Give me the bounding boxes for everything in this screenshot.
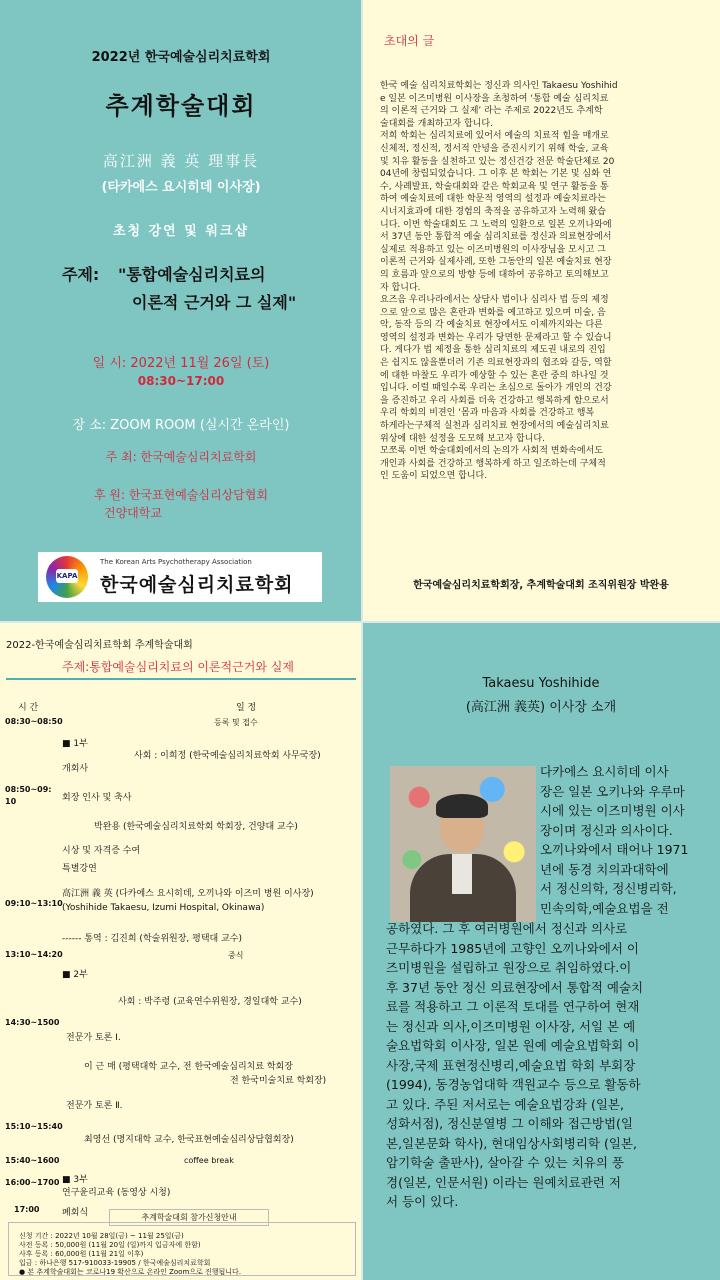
invitation-line: 은 쉽지도 않을뿐더러 기존 의료현장과의 협조와 갈등, 역할 xyxy=(380,358,612,369)
bio-line: 장이며 정신과 의사이다. xyxy=(540,822,673,838)
invitation-line: 모쪼록 이번 학술대회에서의 논의가 사회적 변화속에서도 xyxy=(380,446,603,457)
invitation-line: 하게라는구체적 실천과 심리치료 현장에서의 예술심리치료 xyxy=(380,421,609,432)
poster-title: 추계학술대회 xyxy=(105,92,257,120)
bio-line: 오끼나와에서 태어나 1971 xyxy=(540,842,689,857)
schedule-row: 전문가 토론 Ⅱ. xyxy=(66,1101,123,1111)
bio-line: 성화서점), 정신분열병 그 이해와 접근방법(일 xyxy=(386,1116,633,1131)
kapa-logo xyxy=(38,552,322,602)
invitation-heading: 초대의 글 xyxy=(384,34,435,48)
logo-english: The Korean Arts Psychotherapy Association xyxy=(100,558,252,566)
invitation-line: 실제로 적용하고 있는 이즈미병원의 이사장님을 모시고 그 xyxy=(380,244,606,255)
invitation-line: 의 이론적 근거와 그 실제’ 라는 주제로 2022년도 추계학 xyxy=(380,106,603,117)
speaker-hanja: 高江洲 義 英 理事長 xyxy=(102,152,260,170)
bio-line: 공하였다. 그 후 여러병원에서 정신과 의사로 xyxy=(386,921,628,936)
schedule-row: 연구윤리교육 (동영상 시청) xyxy=(62,1188,171,1198)
info-line: 사전 등록 : 50,000원 (11월 20일 (일)까지 입금자에 한함) xyxy=(19,1241,201,1249)
part-2-label: ■ 2부 xyxy=(62,970,88,980)
time-cell: 14:30~1500 xyxy=(5,1018,60,1027)
schedule-row: coffee break xyxy=(184,1156,234,1165)
event-date: 일 시: 2022년 11월 26일 (토) xyxy=(92,356,270,371)
bio-line: 다카에스 요시히데 이사 xyxy=(540,764,669,779)
invitation-signature: 한국예술심리치료학회장, 추계학술대회 조직위원장 박완용 xyxy=(413,580,669,591)
info-line: 사후 등록 : 60,000원 (11월 21일 이후) xyxy=(19,1250,144,1258)
schedule-row: 사회 : 박주령 (교육연수위원장, 경일대학 교수) xyxy=(118,997,302,1007)
invitation-line: 의 흐름과 앞으로의 방향 등에 대하여 공유하고 토의해보고 xyxy=(380,269,609,280)
col-plan-header: 일 정 xyxy=(236,703,257,713)
invitation-line: 저희 학회는 심리치료에 있어서 예술의 치료적 힘을 매개로 xyxy=(380,131,609,142)
invitation-line: 니다. 이번 학술대회도 그 노력의 일환으로 일본 오끼나와에 xyxy=(380,219,612,230)
part-3-label: ■ 3부 xyxy=(62,1175,88,1185)
bio-line: 시에 있는 이즈미병원 이사 xyxy=(540,803,685,818)
info-line: ● 본 추계학술대회는 코로나19 확산으로 온라인 Zoom으로 진행됩니다. xyxy=(19,1268,242,1276)
topic-line-2: 이론적 근거와 그 실제" xyxy=(132,293,297,312)
event-host: 주 최: 한국예술심리치료학회 xyxy=(105,450,257,464)
bio-line: 경(일본, 인문서원) 이라는 원예치료관련 저 xyxy=(386,1174,621,1190)
bio-line: 는 정신과 의사,이즈미병원 이사장, 서일 본 예 xyxy=(386,1018,636,1034)
schedule-row: 전 한국미술치료 학회장) xyxy=(230,1076,327,1086)
bio-line: 본,일본문화 학사), 현대임상사회병리학 (일본, xyxy=(386,1135,637,1151)
schedule-row: 사회 : 이희정 (한국예술심리치료학회 사무국장) xyxy=(134,751,321,761)
invitation-line: 우리 학회의 비젼인 ‘몸과 마음과 사회를 건강하고 행복 xyxy=(380,408,595,419)
schedule-panel xyxy=(0,622,362,1280)
bio-line: 년에 동경 치의과대학에 xyxy=(540,861,669,877)
time-cell: 15:10~15:40 xyxy=(5,1122,63,1131)
invitation-line: 자 합니다. xyxy=(380,282,421,293)
topic-label: 주제: xyxy=(62,265,100,284)
year-line: 2022년 한국예술심리치료학회 xyxy=(91,50,271,65)
event-type: 초청 강연 및 워크샵 xyxy=(112,224,250,239)
schedule-header: 2022-한국예술심리치료학회 추계학술대회 xyxy=(6,640,193,651)
invitation-line: 서 37년 동안 통합적 예술 심리치료를 정신과 의료현장에서 xyxy=(380,232,612,243)
invitation-line: 악, 동작 등의 각 예술치료 현장에서도 이제까지와는 다른 xyxy=(380,320,603,331)
topic-line-1: "통합예술심리치료의 xyxy=(118,265,266,284)
event-time: 08:30~17:00 xyxy=(137,374,225,388)
schedule-row: 전문가 토론 Ⅰ. xyxy=(66,1033,121,1043)
part-1-label: ■ 1부 xyxy=(62,739,88,749)
invitation-line: 영역의 설정과 변화는 우리가 당면한 문제라고 할 수 있습니 xyxy=(380,332,612,343)
photo-figure-shirt xyxy=(452,854,472,894)
schedule-row: 폐회식 xyxy=(62,1208,89,1218)
invitation-line: 을 증진하고 우리 사회를 더욱 건강하고 행복하게 함으로서 xyxy=(380,395,609,406)
sponsor-1: 후 원: 한국표현예술심리상담협회 xyxy=(94,488,268,502)
bio-line: 료를 적용하고 그 이론적 토대를 연구하여 현재 xyxy=(386,999,640,1014)
invitation-line: 에 대한 마찰도 우리가 예상할 수 있는 혼란 중의 하나일 것 xyxy=(380,370,609,381)
invitation-line: 및 치유 활동을 실천하고 있는 정신건강 전문 학술단체로 20 xyxy=(380,156,615,167)
invitation-line: e 일본 이즈미병원 이사장을 초청하여 ‘통합 예술 심리치료 xyxy=(380,93,609,104)
schedule-row: 중식 xyxy=(228,951,244,960)
invitation-line: 수, 사례발표, 학술대회와 같은 학회교육 및 연구 활동을 통 xyxy=(380,181,609,192)
invitation-line: 이론적 근거와 실제사례, 또한 그동안의 일본 예술치료 현장 xyxy=(380,257,612,268)
time-cell: 09:10~13:10 xyxy=(5,899,63,908)
bio-line: 근무하다가 1985년에 고향인 오끼나와에서 이 xyxy=(386,940,639,956)
horizontal-divider xyxy=(0,621,720,623)
schedule-row: 高江洲 義 英 (다카에스 요시히데, 오끼나와 이즈미 병원 이사장) xyxy=(62,889,314,899)
photo-figure-hair xyxy=(436,794,488,818)
time-cell: 13:10~14:20 xyxy=(5,950,63,959)
schedule-row: 특별강연 xyxy=(62,864,97,874)
schedule-row: ------ 통역 : 김진희 (학술위원장, 평택대 교수) xyxy=(62,934,242,944)
invitation-line: 개인과 사회를 건강하고 행복하게 하고 일조하는데 구체적 xyxy=(380,458,606,469)
event-place: 장 소: ZOOM ROOM (실시간 온라인) xyxy=(72,418,290,433)
profile-panel xyxy=(362,622,720,1280)
bio-line: 사장,국제 표현정신병리,예술요법 학회 부회장 xyxy=(386,1057,636,1073)
bio-line: 후 37년 동안 정신 의료현장에서 통합적 예술치 xyxy=(386,979,644,995)
bio-line: 암기학술 출판사), 살아갈 수 있는 치유의 풍 xyxy=(386,1155,624,1170)
invitation-line: 위상에 대한 설정을 도모해 보고자 합니다. xyxy=(380,433,545,444)
speaker-korean: (타카에스 요시히데 이사장) xyxy=(101,180,261,195)
schedule-row: 개회사 xyxy=(62,764,89,774)
sponsor-2: 건양대학교 xyxy=(104,506,162,520)
time-cell: 08:50~09: xyxy=(5,785,52,794)
schedule-row: 이 근 매 (평택대학 교수, 전 한국예술심리치료 학회장 xyxy=(84,1062,293,1072)
bio-line: 술요법학회 이사장, 일본 원예 예술요법학회 이 xyxy=(386,1038,640,1053)
schedule-row: 회장 인사 및 축사 xyxy=(62,793,132,803)
schedule-topic: 주제:통합예술심리치료의 이론적근거와 실제 xyxy=(62,660,294,674)
bio-line: 즈미병원을 설립하고 원장으로 취임하였다.이 xyxy=(386,960,632,975)
info-line: 입금 : 하나은행 517-910033-19905 / 한국예술심리치료학회 xyxy=(19,1259,211,1267)
schedule-row: 최영선 (명지대학 교수, 한국표현예술심리상담협회장) xyxy=(84,1135,294,1145)
invitation-line: 한국 예술 심리치료학회는 정신과 의사인 Takaesu Yoshihid xyxy=(380,81,618,91)
invitation-line: 으로 앞으로 많은 혼란과 변화를 예고하고 있으며 미술, 음 xyxy=(380,307,606,318)
invitation-line: 다. 게다가 법 제정을 통한 심리치료의 제도권 내로의 진입 xyxy=(380,345,606,356)
bio-line: 서 정신의학, 정신병리학, xyxy=(540,881,677,896)
registration-info-title: 추계학술대회 참가신청안내 xyxy=(109,1209,269,1226)
invitation-line: 인 도움이 되었으면 합니다. xyxy=(380,471,488,482)
bio-line: 서 등이 있다. xyxy=(386,1194,459,1209)
bio-line: 민속의학,예술요법을 전 xyxy=(540,900,669,916)
time-cell: 08:30~08:50 xyxy=(5,717,63,726)
profile-name-en: Takaesu Yoshihide xyxy=(482,676,600,691)
invitation-line: 술대회를 개최하고자 합니다. xyxy=(380,118,493,129)
schedule-row: 박완용 (한국예술심리치료학회 학회장, 건양대 교수) xyxy=(94,822,298,832)
time-cell: 15:40~1600 xyxy=(5,1156,60,1165)
profile-photo xyxy=(390,766,536,922)
col-time-header: 시 간 xyxy=(18,703,39,713)
invitation-line: 04년에 창립되었습니다. 그 이후 본 학회는 기본 및 심화 연 xyxy=(380,169,612,180)
profile-name-line: (高江洲 義英) 이사장 소개 xyxy=(465,700,617,715)
schedule-row: (Yoshihide Takaesu, Izumi Hospital, Okinawa) xyxy=(62,903,265,913)
invitation-line: 입니다. 이럴 때일수록 우리는 초심으로 돌아가 개인의 건강 xyxy=(380,383,612,394)
invitation-body xyxy=(380,80,702,483)
bio-line: 고 있다. 주된 저서로는 예술요법강좌 (일본, xyxy=(386,1096,624,1112)
schedule-row: 시상 및 자격증 수여 xyxy=(62,846,141,856)
logo-abbr: KAPA xyxy=(56,569,78,583)
invitation-panel xyxy=(362,0,720,622)
logo-korean: 한국예술심리치료학회 xyxy=(100,574,294,596)
invitation-line: 하여 예술치료에 대한 학문적 영역의 설정과 예술치료라는 xyxy=(380,194,606,205)
schedule-row: 등록 및 접수 xyxy=(214,718,258,727)
invitation-line: 요즈음 우리나라에서는 상담사 법이나 심리사 법 등의 제정 xyxy=(380,295,609,306)
logo-emblem-icon xyxy=(46,556,88,598)
time-cell: 17:00 xyxy=(14,1205,40,1214)
time-cell: 16:00~1700 xyxy=(5,1178,60,1187)
time-cell: 10 xyxy=(5,797,17,806)
bio-line: (1994), 동경농업대학 객원교수 등으로 활동하 xyxy=(386,1077,641,1092)
bio-line: 장은 일본 오키나와 우루마 xyxy=(540,783,685,799)
vertical-divider xyxy=(361,0,363,1280)
invitation-line: 신체적, 정신적, 정서적 안녕을 증진시키기 위해 학술, 교육 xyxy=(380,143,609,154)
invitation-line: 시너지효과에 대한 경험의 축적을 공유하고자 노력해 왔습 xyxy=(380,206,606,217)
poster-panel xyxy=(0,0,362,622)
info-line: 신청 기간 : 2022년 10월 28일(금) ~ 11월 25일(금) xyxy=(19,1232,184,1240)
